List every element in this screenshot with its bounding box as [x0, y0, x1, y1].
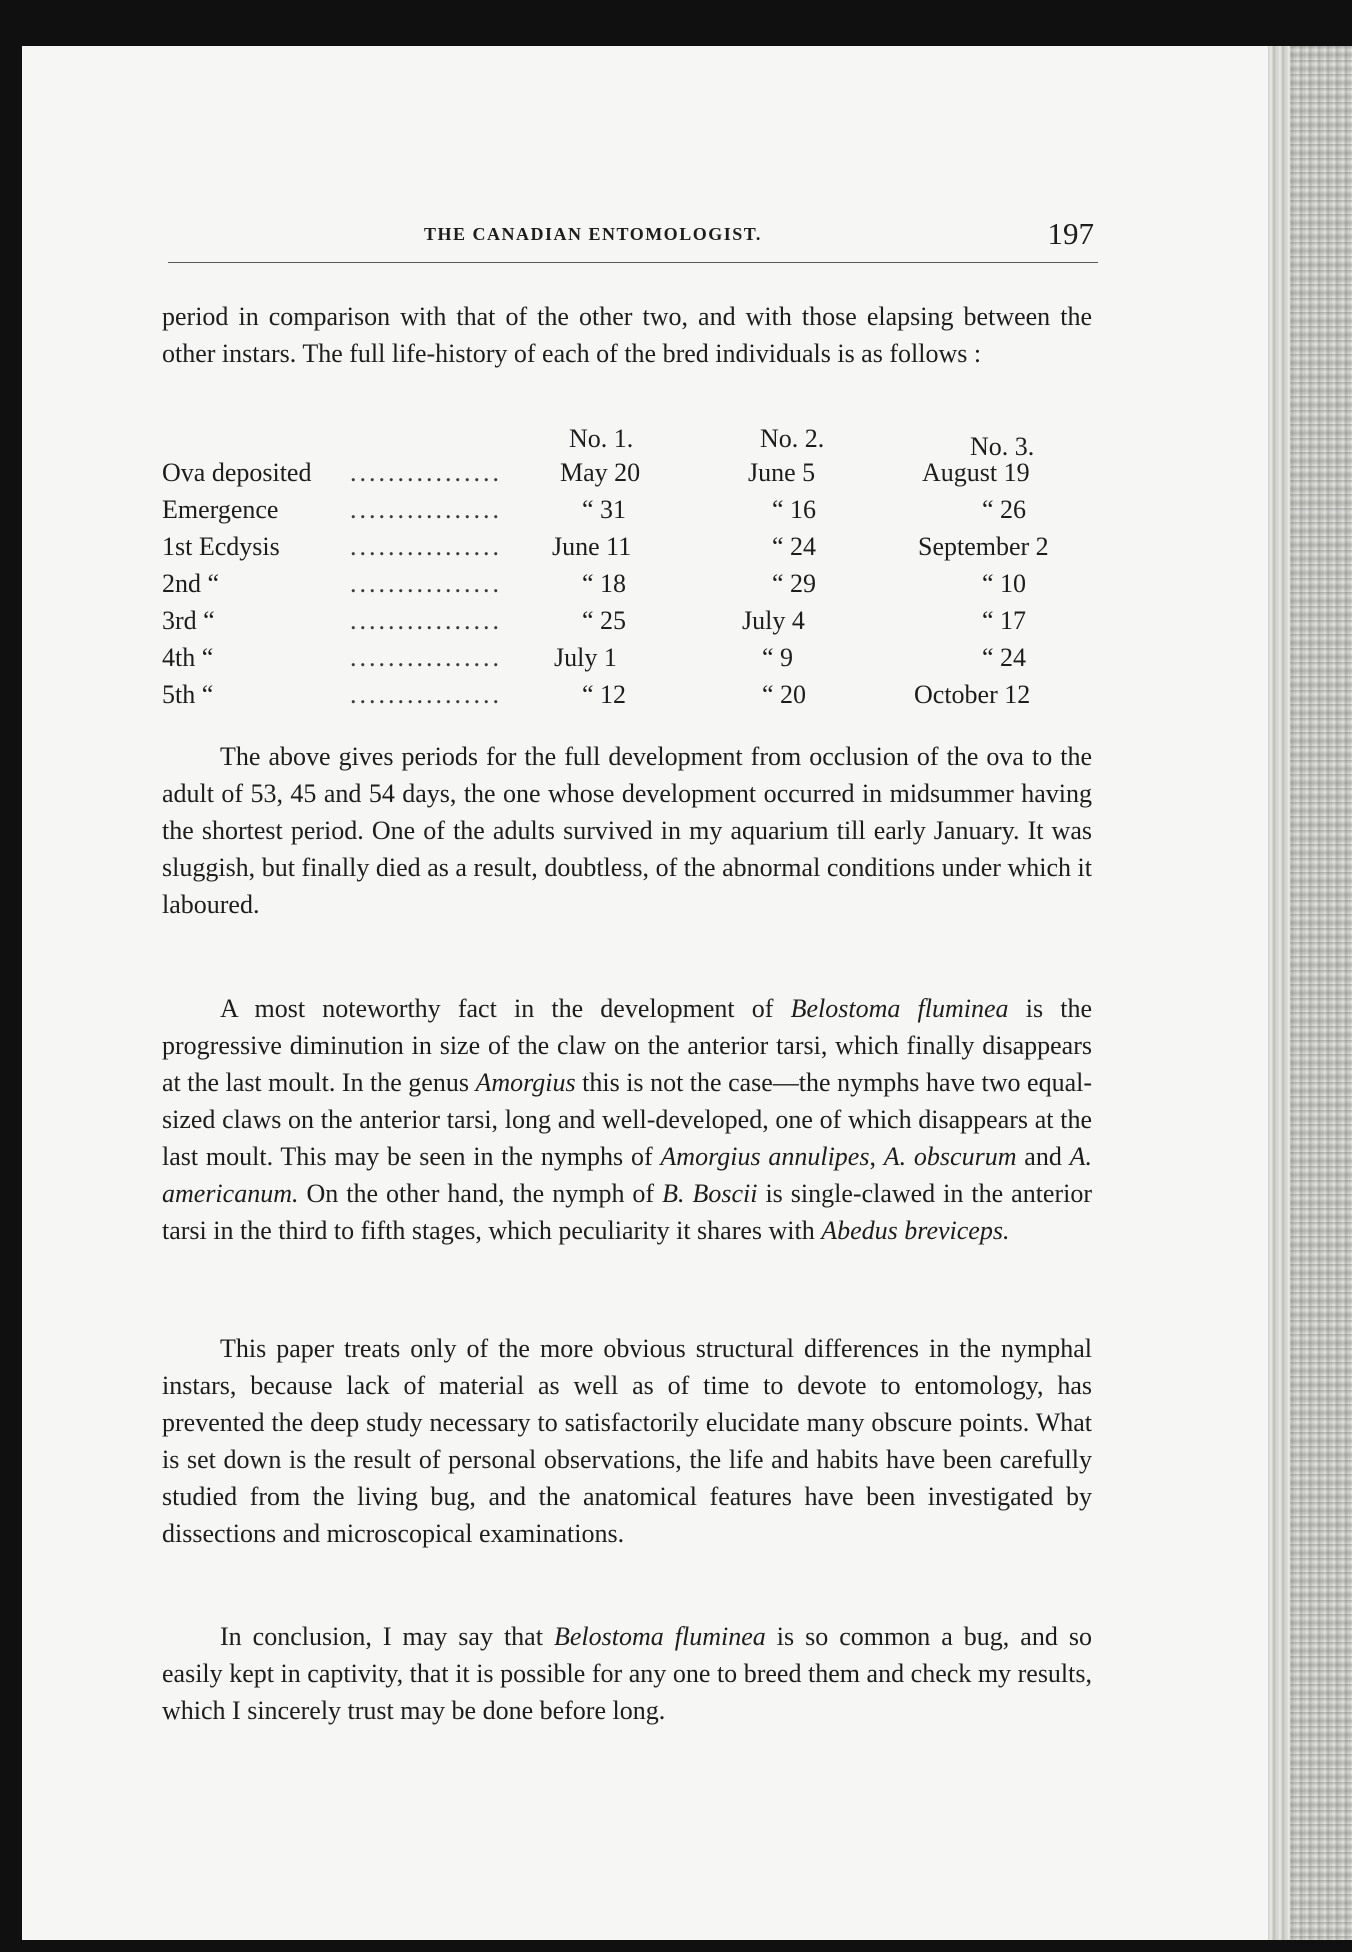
species-name: A. americanum. [162, 1142, 1093, 1208]
row-label: 3rd “ [162, 606, 215, 635]
cell-no-2: “ 24 [772, 532, 817, 561]
genus-name: Amorgius [475, 1068, 576, 1097]
species-name: Amorgius annulipes [660, 1142, 870, 1171]
cell-no-2: “ 29 [772, 569, 817, 598]
cell-no-3: “ 24 [982, 643, 1027, 672]
cell-no-2: “ 9 [762, 643, 794, 672]
dot-leader: ................ [350, 643, 502, 672]
cell-no-3: August 19 [922, 458, 1030, 487]
row-label: Emergence [162, 495, 279, 524]
text-run: is the progressive diminution in size of the claw on the anterior tarsi, which finally disappears at the last moult. In the genus [162, 994, 1092, 1097]
cell-no-1: July 1 [554, 643, 617, 672]
page-edge-shadow [1290, 46, 1352, 1946]
table-row [162, 532, 1092, 569]
cell-no-2: “ 20 [762, 680, 807, 709]
cell-no-2: June 5 [748, 458, 816, 487]
row-label: 1st Ecdysis [162, 532, 280, 561]
text-run: is so common a bug, and so easily kept in captivity, that it is possible for any one to breed them and check my results, which I sincerely trust may be done before long. [162, 1622, 1092, 1725]
cell-no-3: September 2 [918, 532, 1049, 561]
text-run: On the other hand, the nymph of [298, 1179, 663, 1208]
species-name: B. Boscii [662, 1179, 758, 1208]
dot-leader: ................ [350, 680, 502, 709]
cell-no-1: May 20 [560, 458, 641, 487]
running-title: THE CANADIAN ENTOMOLOGIST. [424, 224, 762, 244]
cell-no-1: “ 31 [582, 495, 627, 524]
dot-leader: ................ [350, 532, 502, 561]
species-name: Belostoma fluminea [553, 1622, 766, 1651]
text-run: is single-clawed in the anterior tarsi in the third to fifth stages, which peculiarity it shares with [162, 1179, 1092, 1245]
cell-no-1: “ 12 [582, 680, 627, 709]
text-run: this is not the case—the nymphs have two equal-sized claws on the anterior tarsi, long and well-developed, one of which disappears at the last moult. This may be seen in the nymphs of [162, 1068, 1093, 1171]
scan-border-top [0, 0, 1352, 46]
header-rule [168, 262, 1098, 263]
column-header-no-3: No. 3. [970, 432, 1035, 461]
intro-paragraph: period in comparison with that of the other two, and with those elapsing between the other instars. The full life-history of each of the bred individuals is as follows : [162, 302, 1092, 368]
dot-leader: ................ [350, 458, 502, 487]
row-label: 5th “ [162, 680, 214, 709]
row-label: 4th “ [162, 643, 214, 672]
cell-no-1: “ 18 [582, 569, 627, 598]
table-row [162, 606, 1092, 643]
scan-border-left [0, 0, 24, 1952]
table-row [162, 495, 1092, 532]
table-row [162, 458, 1092, 495]
text-run: A most noteworthy fact in the development of [220, 994, 791, 1023]
species-name: Abedus breviceps. [821, 1216, 1010, 1245]
page-header [168, 218, 1098, 262]
paragraph-scope-of-paper: This paper treats only of the more obvious structural differences in the nymphal instars, because lack of material as well as of time to devote to entomology, has prevented the deep study necessary to satisfactorily elucidate many obscure points. What is set down is the result of personal observations, the life and habits have been carefully studied from the living bug, and the anatomical features have been investigated by dissections and microscopical examinations. [162, 1334, 1092, 1548]
species-name: Belostoma fluminea [790, 994, 1009, 1023]
cell-no-2: July 4 [742, 606, 805, 635]
scan-border-bottom [0, 1940, 1352, 1952]
species-name: A. obscurum [883, 1142, 1017, 1171]
cell-no-2: “ 16 [772, 495, 817, 524]
table-row [162, 569, 1092, 606]
text-run: , [869, 1142, 884, 1171]
dot-leader: ................ [350, 495, 502, 524]
column-header-no-1: No. 1. [569, 424, 634, 453]
life-history-table [162, 424, 1092, 724]
text-run: In conclusion, I may say that [220, 1622, 554, 1651]
dot-leader: ................ [350, 569, 502, 598]
cell-no-3: October 12 [914, 680, 1031, 709]
page-number: 197 [1047, 216, 1094, 251]
row-label: Ova deposited [162, 458, 312, 487]
table-row [162, 643, 1092, 680]
paragraph-development-periods: The above gives periods for the full development from occlusion of the ova to the adult of 53, 45 and 54 days, the one whose development occurred in midsummer having the shortest period. One of the adults survived in my aquarium till early January. It was sluggish, but finally died as a result, doubtless, of the abnormal conditions under which it laboured. [162, 742, 1092, 919]
paragraph-claw-diminution [162, 990, 1092, 1249]
cell-no-3: “ 17 [982, 606, 1027, 635]
cell-no-1: “ 25 [582, 606, 627, 635]
row-label: 2nd “ [162, 569, 220, 598]
text-run: and [1016, 1142, 1070, 1171]
table-row [162, 680, 1092, 717]
column-header-no-2: No. 2. [760, 424, 825, 453]
cell-no-3: “ 26 [982, 495, 1027, 524]
cell-no-3: “ 10 [982, 569, 1027, 598]
cell-no-1: June 11 [552, 532, 632, 561]
paragraph-conclusion [162, 1618, 1092, 1729]
dot-leader: ................ [350, 606, 502, 635]
